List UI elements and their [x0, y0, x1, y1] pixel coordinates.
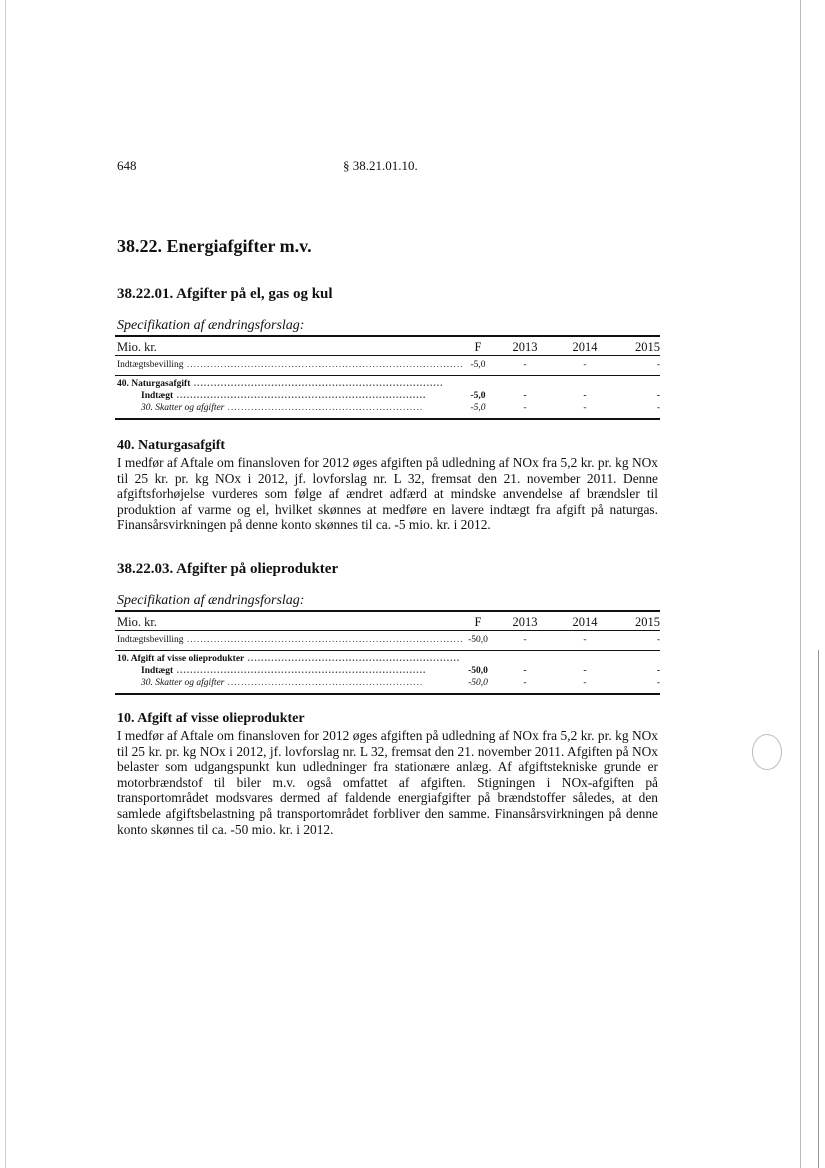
cell-2013: - — [523, 403, 527, 413]
table-header-row — [115, 615, 660, 628]
spec-label: Specifikation af ændringsforslag: — [117, 318, 305, 333]
table-rule-top — [115, 335, 660, 337]
cell-2015: - — [656, 360, 660, 370]
col-header-2014: 2014 — [572, 340, 598, 354]
cell-2014: - — [583, 666, 587, 676]
col-header-2013: 2013 — [512, 615, 538, 629]
cell-f: -50,0 — [468, 635, 488, 645]
table-rule-bottom — [115, 418, 660, 420]
scan-edge-right — [800, 0, 801, 1168]
table-rule-header — [115, 630, 660, 631]
col-header-2014: 2014 — [572, 615, 598, 629]
cell-f: -50,0 — [468, 666, 488, 676]
table-row-indtaegt: Indtægt .......................................................................... -50,0 - - - — [141, 666, 660, 676]
spec-label: Specifikation af ændringsforslag: — [117, 593, 305, 608]
row-label: 40. Naturgasafgift — [117, 379, 191, 389]
col-header-2015: 2015 — [635, 615, 660, 629]
page-number: 648 — [117, 158, 137, 173]
table-row-skatter: 30. Skatter og afgifter .......................................................... -50,0 - - - — [141, 678, 660, 688]
table-rule-mid — [115, 650, 660, 651]
table-rule-top — [115, 610, 660, 612]
cell-2014: - — [583, 678, 587, 688]
table-row-bevilling: Indtægtsbevilling .................................................................................. -50,0 - - - — [117, 635, 660, 645]
col-header-2015: 2015 — [635, 340, 660, 354]
scan-edge-left — [5, 0, 6, 1168]
row-label: Indtægt — [141, 391, 174, 401]
row-label: Indtægtsbevilling — [117, 360, 184, 370]
punch-hole-mark — [752, 734, 782, 770]
row-label: 30. Skatter og afgifter — [141, 403, 225, 413]
section-title: 38.22. Energiafgifter m.v. — [117, 236, 312, 256]
table-row-account: 40. Naturgasafgift .......................................................................... — [117, 379, 444, 389]
table-row-account: 10. Afgift af visse olieprodukter ............................................................... — [117, 654, 461, 664]
cell-2015: - — [656, 391, 660, 401]
subsection-title-olieprodukter: 38.22.03. Afgifter på olieprodukter — [117, 561, 339, 577]
col-header-f: F — [474, 340, 482, 354]
cell-2013: - — [523, 666, 527, 676]
account-subheading: 10. Afgift af visse olieprodukter — [117, 711, 305, 726]
table-rule-bottom — [115, 693, 660, 695]
col-header-f: F — [474, 615, 482, 629]
row-label: Indtægtsbevilling — [117, 635, 184, 645]
row-label: 30. Skatter og afgifter — [141, 678, 225, 688]
account-body-text: I medfør af Aftale om finansloven for 2012 øges afgiften på udledning af NOx fra 5,2 kr. pr. kg NOx til 25 kr. pr. kg NOx i 2012, jf. lovforslag nr. L 32, fremsat den 21. november 2011. Afgiften på NOx belaster som udgangspunkt kun udledninger fra stationære anlæg. Af afgiftstekniske grunde er motorbrændstof til biler m.v. også omfattet af afgiften. Stigningen i NOx-afgiften på transportområdet modsvares dermed af faldende energiafgifter på brændstoffer således, at den samlede afgiftsbelastning på transportområdet forbliver den samme. Finansårsvirkningen på denne konto skønnes til ca. -50 mio. kr. i 2012. — [117, 728, 658, 837]
paragraph-reference: § 38.21.01.10. — [343, 158, 418, 173]
cell-f: -5,0 — [470, 403, 486, 413]
scan-edge-right-outer — [818, 650, 819, 1168]
table-row-bevilling: Indtægtsbevilling .................................................................................. -5,0 - - - — [117, 360, 660, 370]
cell-2013: - — [523, 678, 527, 688]
cell-2014: - — [583, 403, 587, 413]
row-label: 10. Afgift af visse olieprodukter — [117, 654, 245, 664]
account-body-text: I medfør af Aftale om finansloven for 2012 øges afgiften på udledning af NOx fra 5,2 kr. pr. kg NOx til 25 kr. pr. kg NOx i 2012, jf. lovforslag nr. L 32, fremsat den 21. november 2011. Denne afgiftsforhøjelse vurderes som følge af ændret adfærd at mindske anvendelse af brændsler til produktion af varme og el, hvilket skønnes at medføre en lavere indtægt fra afgift på naturgas. Finansårsvirkningen på denne konto skønnes til ca. -5 mio. kr. i 2012. — [117, 455, 658, 533]
cell-f: -5,0 — [470, 391, 486, 401]
table-rule-mid — [115, 375, 660, 376]
table-header-row — [115, 340, 660, 353]
col-header-unit: Mio. kr. — [117, 615, 157, 629]
cell-2013: - — [523, 391, 527, 401]
cell-2015: - — [656, 403, 660, 413]
row-label: Indtægt — [141, 666, 174, 676]
table-row-indtaegt: Indtægt .......................................................................... -5,0 - - - — [141, 391, 660, 401]
spec-table-el-gas-kul — [115, 335, 660, 425]
cell-2015: - — [656, 666, 660, 676]
cell-2014: - — [583, 360, 587, 370]
spec-table-olieprodukter — [115, 610, 660, 700]
col-header-unit: Mio. kr. — [117, 340, 157, 354]
cell-2014: - — [583, 635, 587, 645]
account-subheading: 40. Naturgasafgift — [117, 438, 226, 453]
cell-2013: - — [523, 360, 527, 370]
cell-2014: - — [583, 391, 587, 401]
cell-2013: - — [523, 635, 527, 645]
cell-f: -5,0 — [470, 360, 486, 370]
subsection-title-el-gas-kul: 38.22.01. Afgifter på el, gas og kul — [117, 286, 333, 302]
table-rule-header — [115, 355, 660, 356]
cell-2015: - — [656, 635, 660, 645]
cell-f: -50,0 — [468, 678, 488, 688]
cell-2015: - — [656, 678, 660, 688]
table-row-skatter: 30. Skatter og afgifter .......................................................... -5,0 - - - — [141, 403, 660, 413]
col-header-2013: 2013 — [512, 340, 538, 354]
